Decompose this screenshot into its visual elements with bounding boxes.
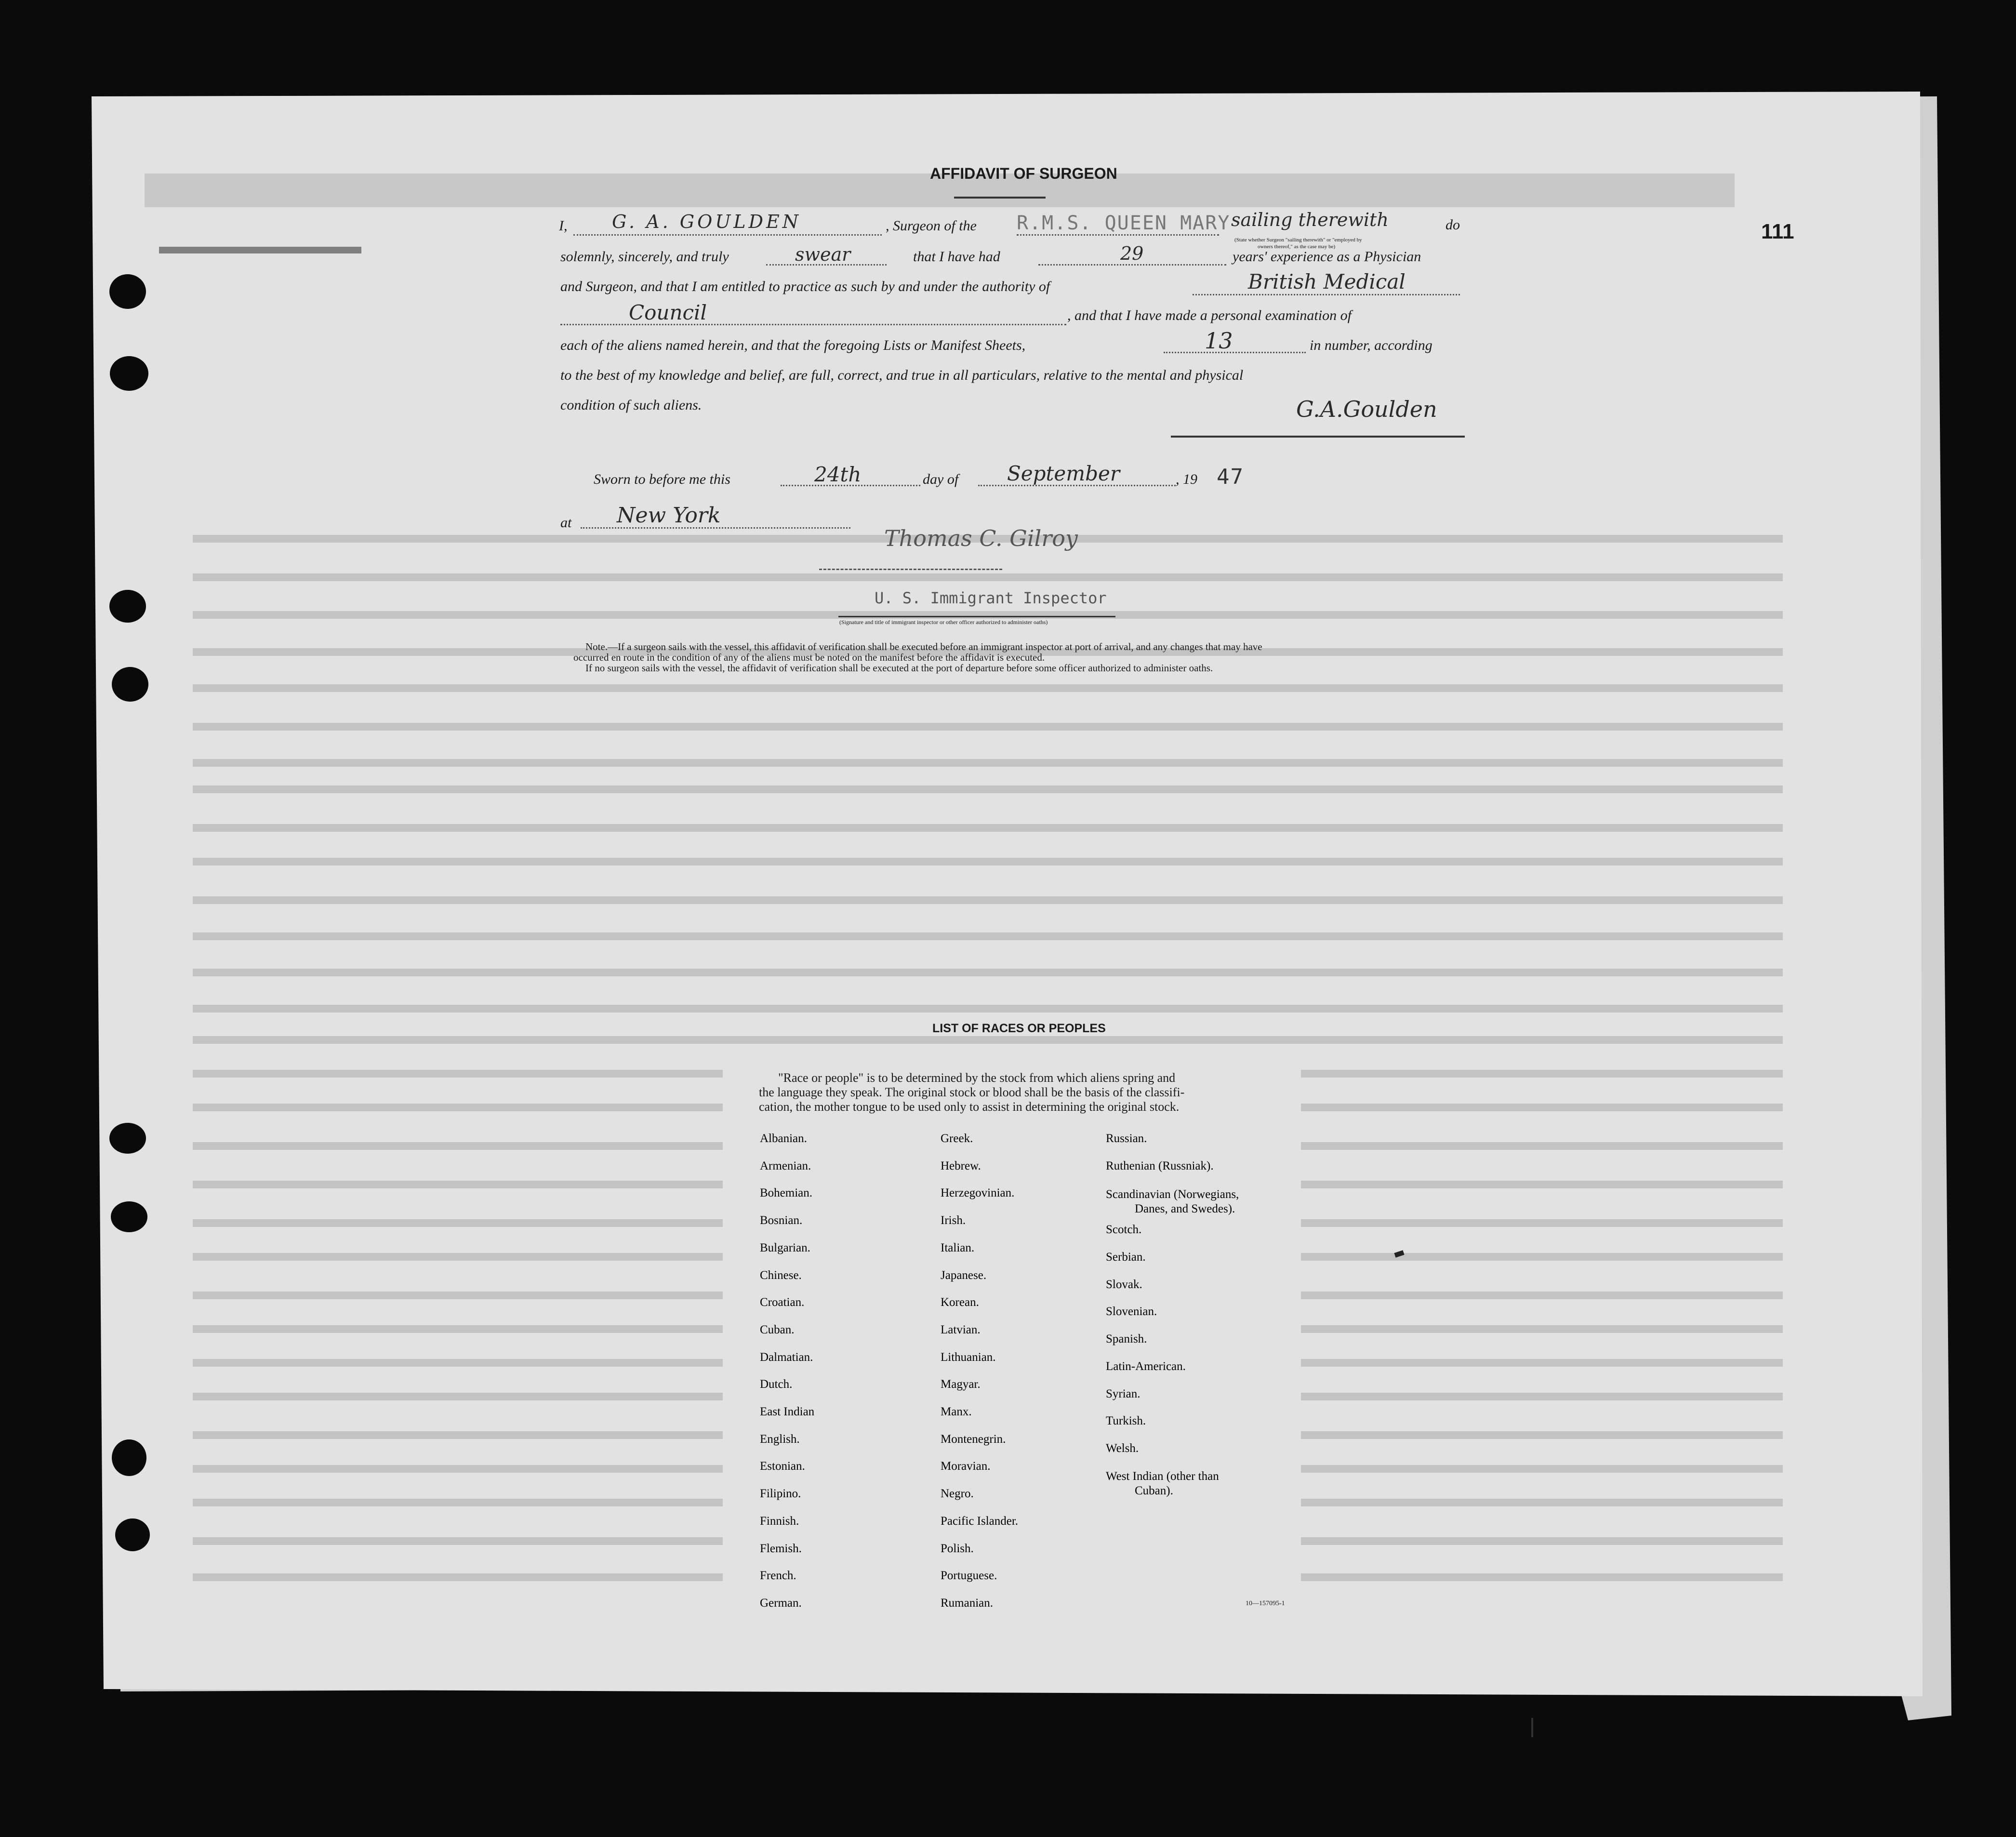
sworn-year: 47 <box>1217 465 1244 489</box>
race-item: Cuban. <box>760 1323 795 1336</box>
race-item: Lithuanian. <box>941 1350 996 1364</box>
line5-in-number: in number, according <box>1310 337 1432 353</box>
race-item: Pacific Islander. <box>941 1514 1019 1528</box>
line2-had: that I have had <box>913 249 1000 265</box>
race-item: Slovak. <box>1106 1278 1142 1291</box>
note-line-1: Note.—If a surgeon sails with the vessel, this affidavit of verification shall be executed before an immigrant inspector at port of arrival, and any changes that may have <box>585 641 1262 652</box>
sworn-month-rule <box>978 485 1176 486</box>
race-item: Chinese. <box>760 1268 802 1282</box>
race-item: Latvian. <box>941 1323 981 1336</box>
years-rule <box>1038 264 1226 266</box>
signature-rule <box>1171 436 1465 438</box>
race-item: Hebrew. <box>941 1159 981 1172</box>
race-item: Finnish. <box>760 1514 799 1528</box>
line4: , and that I have made a personal examination of <box>1067 307 1352 323</box>
sworn-prefix: Sworn to before me this <box>594 471 730 487</box>
race-item: Albanian. <box>760 1132 807 1145</box>
race-item: Negro. <box>941 1487 974 1501</box>
races-column-1 <box>760 1125 814 1617</box>
race-item: Bulgarian. <box>760 1241 810 1254</box>
inspector-title-rule <box>838 616 1115 617</box>
race-item: Russian. <box>1106 1132 1147 1145</box>
race-item: Rumanian. <box>941 1596 994 1610</box>
race-item: Latin-American. <box>1106 1359 1186 1373</box>
race-item: Estonian. <box>760 1460 805 1473</box>
line1-surgeon-of: , Surgeon of the <box>886 218 977 234</box>
inspector-caption: (Signature and title of immigrant inspector or other officer authorized to administer oaths) <box>839 619 1048 626</box>
races-column-3 <box>1106 1125 1239 1498</box>
sworn-year-prefix: , 19 <box>1176 471 1197 487</box>
vessel-stamp: R.M.S. QUEEN MARY <box>1017 212 1231 234</box>
sheets-rule <box>1164 352 1306 353</box>
race-item: Bosnian. <box>760 1214 803 1227</box>
race-item: Scandinavian (Norwegians, <box>1106 1188 1239 1201</box>
line2-years: years' experience as a Physician <box>1233 249 1421 265</box>
line5: each of the aliens named herein, and that the foregoing Lists or Manifest Sheets, <box>560 337 1026 353</box>
race-item: Slovenian. <box>1106 1305 1157 1318</box>
service-handwriting: sailing therewith <box>1231 209 1389 230</box>
race-item: Croatian. <box>760 1296 805 1309</box>
years-number: 29 <box>1120 243 1144 264</box>
title-underline <box>954 197 1046 199</box>
form-code: 10—157095-1 <box>1246 1600 1285 1607</box>
race-item: Scotch. <box>1106 1223 1142 1237</box>
race-item: Filipino. <box>760 1487 801 1501</box>
line1-do: do <box>1446 217 1460 233</box>
race-item: Bohemian. <box>760 1186 813 1200</box>
place-rule <box>581 527 850 529</box>
oath-rule <box>766 264 887 266</box>
race-item: Turkish. <box>1106 1414 1146 1428</box>
race-item: Manx. <box>941 1405 972 1419</box>
line7: condition of such aliens. <box>560 397 702 413</box>
race-item: Welsh. <box>1106 1441 1139 1455</box>
race-item-continued: Danes, and Swedes). <box>1135 1202 1235 1216</box>
races-title: LIST OF RACES OR PEOPLES <box>932 1022 1106 1035</box>
inspector-signature-rule <box>819 569 1002 570</box>
surgeon-name: G. A. GOULDEN <box>612 211 801 232</box>
race-item: Serbian. <box>1106 1251 1146 1264</box>
sworn-day: 24th <box>814 463 862 486</box>
place: New York <box>617 503 721 528</box>
line2-prefix: solemnly, sincerely, and truly <box>560 249 729 265</box>
authority-1-rule <box>1193 294 1460 295</box>
surgeon-signature: G.A.Goulden <box>1296 396 1437 422</box>
race-item: Spanish. <box>1106 1332 1147 1346</box>
at-label: at <box>560 515 572 531</box>
race-item: Greek. <box>941 1132 973 1145</box>
race-item: Magyar. <box>941 1378 981 1391</box>
vessel-rule <box>1017 234 1219 236</box>
oath-word: swear <box>795 244 851 265</box>
races-intro-2: the language they speak. The original stock or blood shall be the basis of the classifi- <box>759 1085 1185 1099</box>
sworn-month: September <box>1007 462 1120 485</box>
race-item: Ruthenian (Russniak). <box>1106 1159 1214 1172</box>
authority-2: Council <box>629 301 707 324</box>
line1-prefix: I, <box>559 218 568 234</box>
race-item: West Indian (other than <box>1106 1469 1219 1483</box>
service-note-2: owners thereof," as the case may be) <box>1258 244 1336 250</box>
race-item: Korean. <box>941 1296 979 1309</box>
races-intro-3: cation, the mother tongue to be used only to assist in determining the original stock. <box>759 1100 1180 1114</box>
note-line-3: If no surgeon sails with the vessel, the affidavit of verification shall be executed at the port of departure before some officer authorized to administer oaths. <box>585 662 1213 674</box>
race-item: Dalmatian. <box>760 1350 813 1364</box>
inspector-signature: Thomas C. Gilroy <box>884 525 1078 551</box>
line3: and Surgeon, and that I am entitled to practice as such by and under the authority of <box>560 279 1050 294</box>
page-number: 111 <box>1761 220 1794 243</box>
race-item: French. <box>760 1569 796 1583</box>
race-item: East Indian <box>760 1405 815 1419</box>
inspector-title: U. S. Immigrant Inspector <box>875 589 1107 607</box>
sworn-day-of: day of <box>923 471 959 487</box>
race-item: English. <box>760 1432 800 1446</box>
race-item: German. <box>760 1596 802 1610</box>
authority-2-rule <box>560 324 1066 325</box>
race-item: Herzegovinian. <box>941 1186 1015 1200</box>
race-item: Montenegrin. <box>941 1432 1006 1446</box>
races-intro-1: "Race or people" is to be determined by the stock from which aliens spring and <box>778 1071 1176 1085</box>
sheets-number: 13 <box>1205 328 1233 354</box>
note-line-2: occurred en route in the condition of any of the aliens must be noted on the manifest before the affidavit is executed. <box>573 652 1045 663</box>
race-item: Dutch. <box>760 1378 793 1391</box>
race-item-continued: Cuban). <box>1135 1484 1173 1497</box>
race-item: Polish. <box>941 1542 974 1555</box>
race-item: Japanese. <box>941 1268 987 1282</box>
affidavit-title: AFFIDAVIT OF SURGEON <box>930 165 1117 182</box>
sworn-day-rule <box>781 485 920 486</box>
race-item: Portuguese. <box>941 1569 997 1583</box>
race-item: Moravian. <box>941 1460 991 1473</box>
race-item: Armenian. <box>760 1159 811 1172</box>
surgeon-name-rule <box>573 234 882 236</box>
race-item: Italian. <box>941 1241 975 1254</box>
races-column-2 <box>941 1125 1018 1617</box>
line6: to the best of my knowledge and belief, are full, correct, and true in all particulars, relative to the mental and physical <box>560 367 1244 383</box>
race-item: Irish. <box>941 1214 966 1227</box>
race-item: Flemish. <box>760 1542 802 1555</box>
authority-1: British Medical <box>1248 270 1406 293</box>
race-item: Syrian. <box>1106 1387 1141 1400</box>
service-note-1: (State whether Surgeon "sailing therewith" or "employed by <box>1234 237 1362 243</box>
